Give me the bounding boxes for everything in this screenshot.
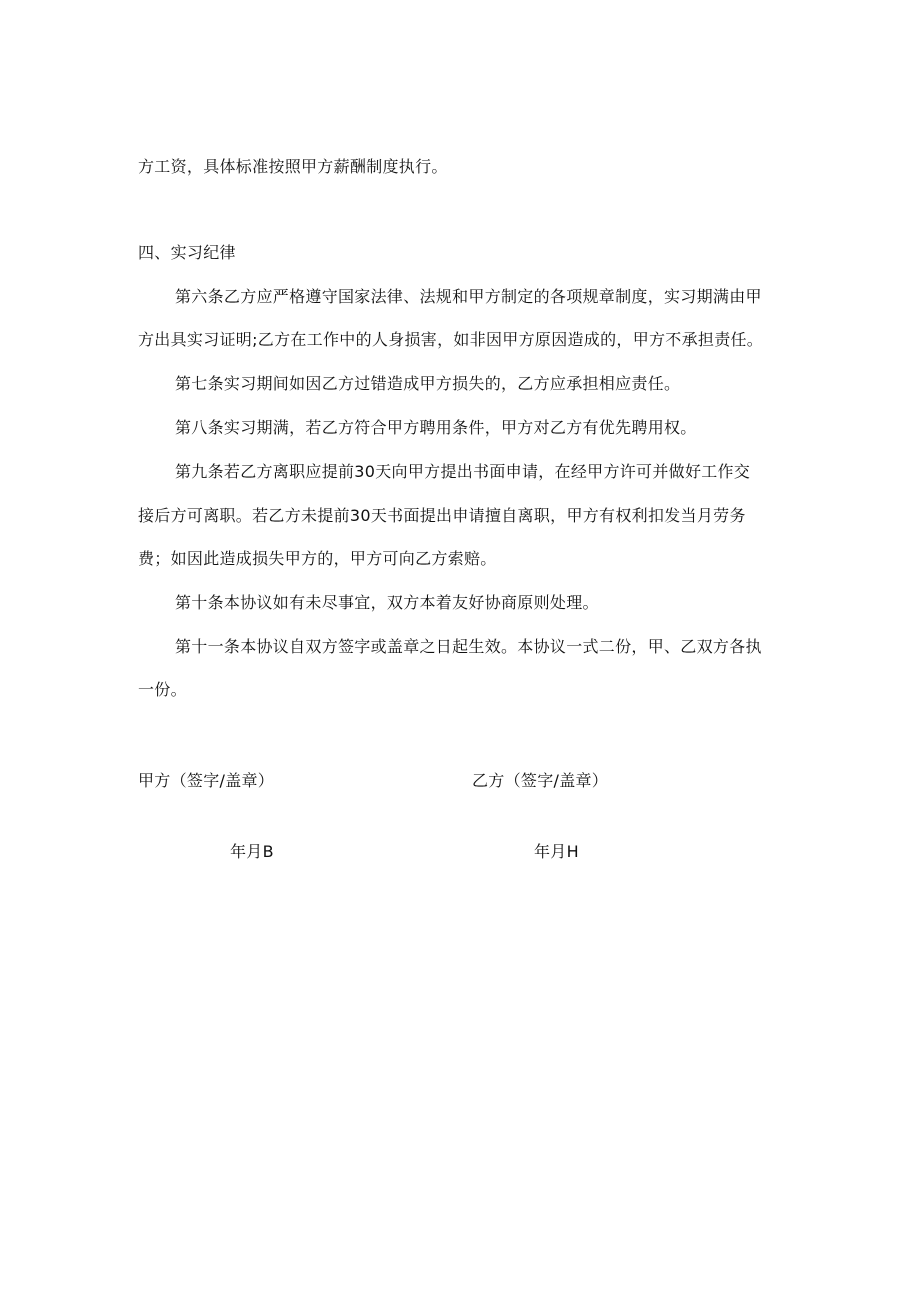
section-heading: 四、实习纪律 xyxy=(138,243,236,262)
article-8: 第八条实习期满，若乙方符合甲方聘用条件，甲方对乙方有优先聘用权。 xyxy=(175,418,697,437)
article-7: 第七条实习期间如因乙方过错造成甲方损失的，乙方应承担相应责任。 xyxy=(175,374,681,393)
article-6-line-2: 方出具实习证明;乙方在工作中的人身损害，如非因甲方原因造成的，甲方不承担责任。 xyxy=(138,330,764,349)
party-b-signature-label: 乙方（签字/盖章） xyxy=(472,771,609,790)
article-10: 第十条本协议如有未尽事宜，双方本着友好协商原则处理。 xyxy=(175,593,599,612)
article-9-line-3: 费；如因此造成损失甲方的，甲方可向乙方索赔。 xyxy=(138,549,497,568)
article-11-line-2: 一份。 xyxy=(138,680,187,699)
article-9-line-2: 接后方可离职。若乙方未提前30天书面提出申请擅自离职，甲方有权利扣发当月劳务 xyxy=(138,506,746,525)
article-9-line-1: 第九条若乙方离职应提前30天向甲方提出书面申请，在经甲方许可并做好工作交 xyxy=(175,462,751,481)
party-b-date: 年月H xyxy=(534,842,579,861)
article-6-line-1: 第六条乙方应严格遵守国家法律、法规和甲方制定的各项规章制度，实习期满由甲 xyxy=(175,287,762,306)
party-a-date: 年月B xyxy=(230,842,274,861)
continuation-text: 方工资，具体标准按照甲方薪酬制度执行。 xyxy=(138,157,448,176)
party-a-signature-label: 甲方（签字/盖章） xyxy=(138,771,275,790)
article-11-line-1: 第十一条本协议自双方签字或盖章之日起生效。本协议一式二份，甲、乙双方各执 xyxy=(175,637,762,656)
